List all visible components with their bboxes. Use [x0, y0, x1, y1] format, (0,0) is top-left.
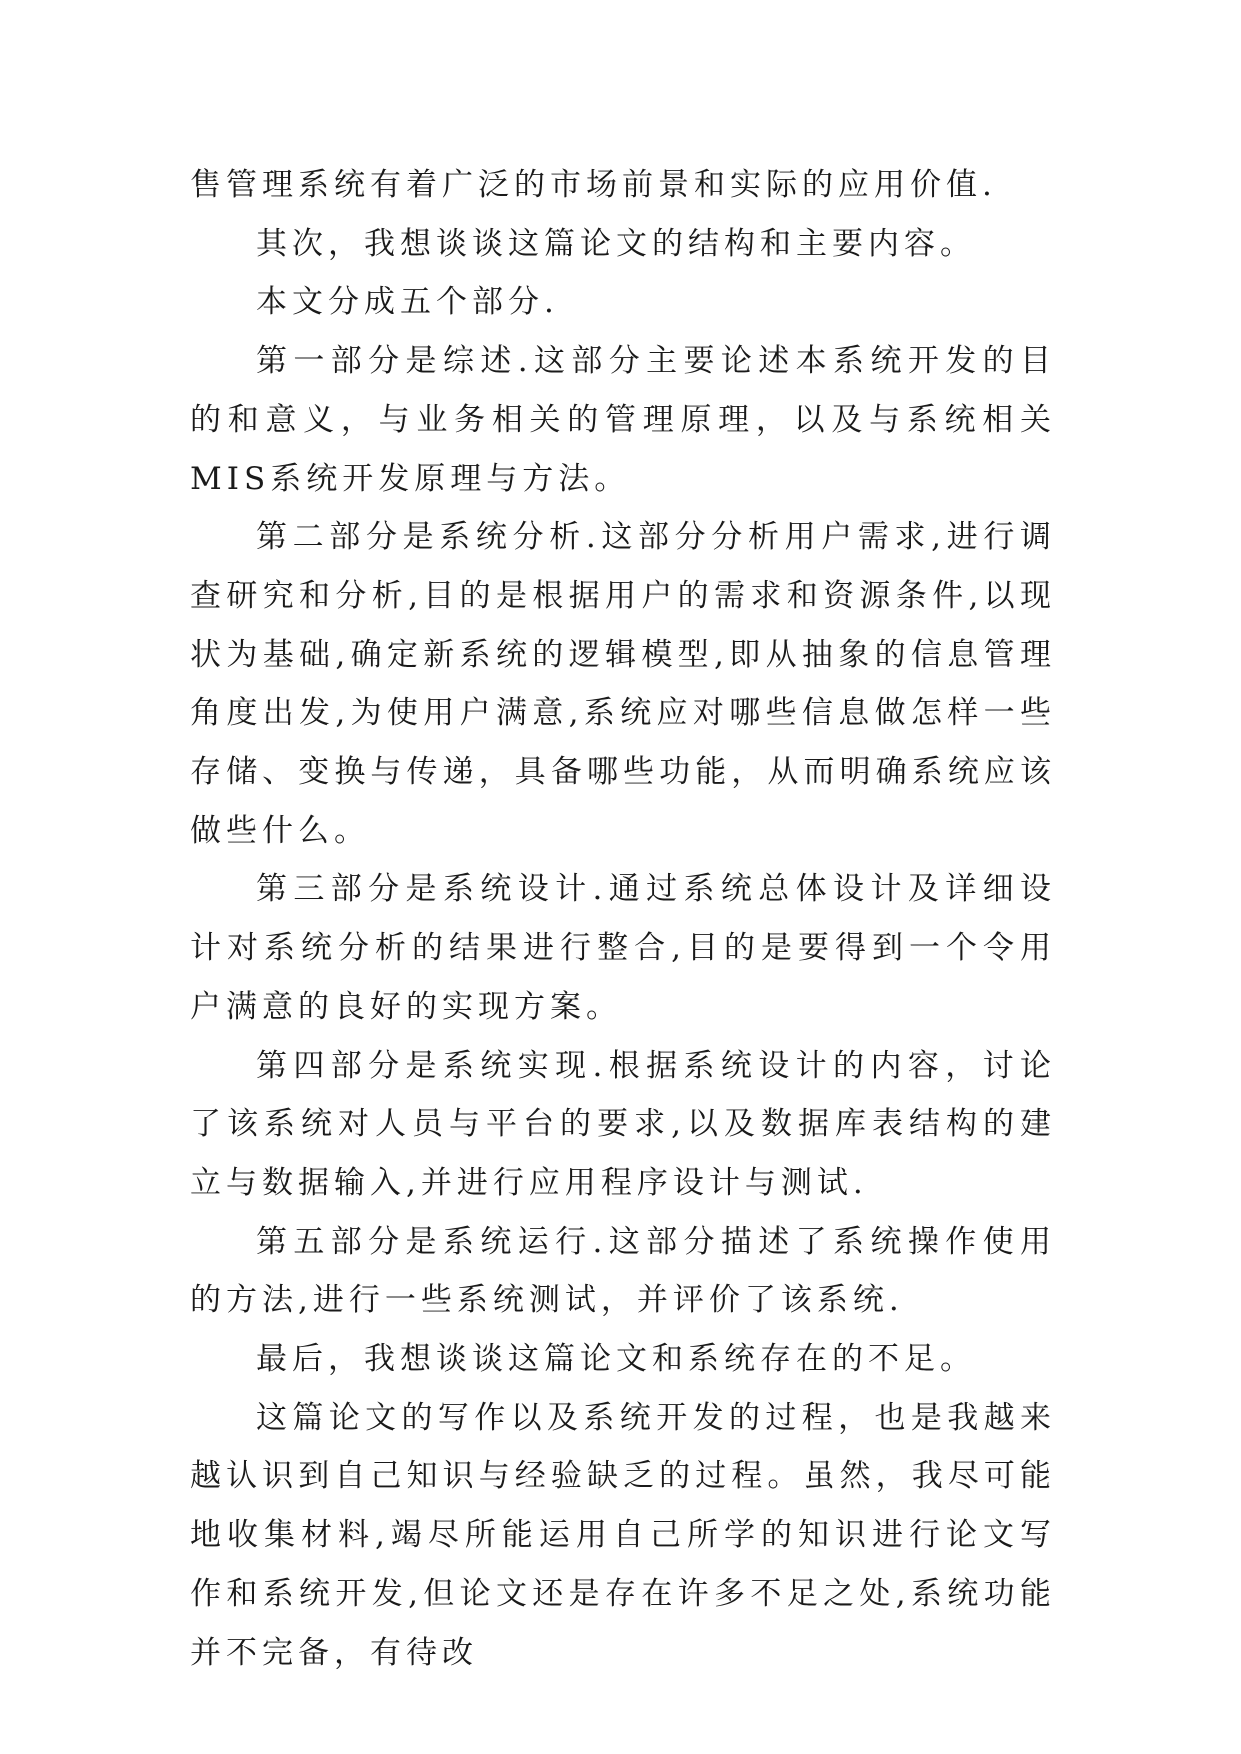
- paragraph-five-parts: 本文分成五个部分.: [256, 284, 559, 321]
- paragraph-part-two: 第二部分是系统分析.这部分分析用户需求,进行调查研究和分析,目的是根据用户的需求和资源条件,以现状为基础,确定新系统的逻辑模型,即从抽象的信息管理角度出发,为使用户满意,系统应对哪些信息做怎样一些存储、变换与传递，具备哪些功能，从而明确系统应该做些什么。: [190, 519, 1056, 849]
- paragraph-part-five: 第五部分是系统运行.这部分描述了系统操作使用的方法,进行一些系统测试，并评价了该系统.: [190, 1223, 1056, 1319]
- paragraph-market-prospect: 售管理系统有着广泛的市场前景和实际的应用价值.: [190, 167, 997, 203]
- paragraph-structure-intro: 其次，我想谈谈这篇论文的结构和主要内容。: [256, 225, 976, 262]
- paragraph-shortcomings-intro: 最后，我想谈谈这篇论文和系统存在的不足。: [256, 1341, 976, 1378]
- document-body: [190, 156, 1056, 1682]
- paragraph-part-one: 第一部分是综述.这部分主要论述本系统开发的目的和意义，与业务相关的管理原理，以及与系统相关MIS系统开发原理与方法。: [190, 343, 1056, 497]
- paragraph-part-four: 第四部分是系统实现.根据系统设计的内容，讨论了该系统对人员与平台的要求,以及数据库表结构的建立与数据输入,并进行应用程序设计与测试.: [190, 1047, 1056, 1201]
- paragraph-part-three: 第三部分是系统设计.通过系统总体设计及详细设计对系统分析的结果进行整合,目的是要得到一个令用户满意的良好的实现方案。: [190, 871, 1056, 1025]
- paragraph-shortcomings: 这篇论文的写作以及系统开发的过程，也是我越来越认识到自己知识与经验缺乏的过程。虽然，我尽可能地收集材料,竭尽所能运用自己所学的知识进行论文写作和系统开发,但论文还是存在许多不足之处,系统功能并不完备，有待改: [190, 1399, 1056, 1671]
